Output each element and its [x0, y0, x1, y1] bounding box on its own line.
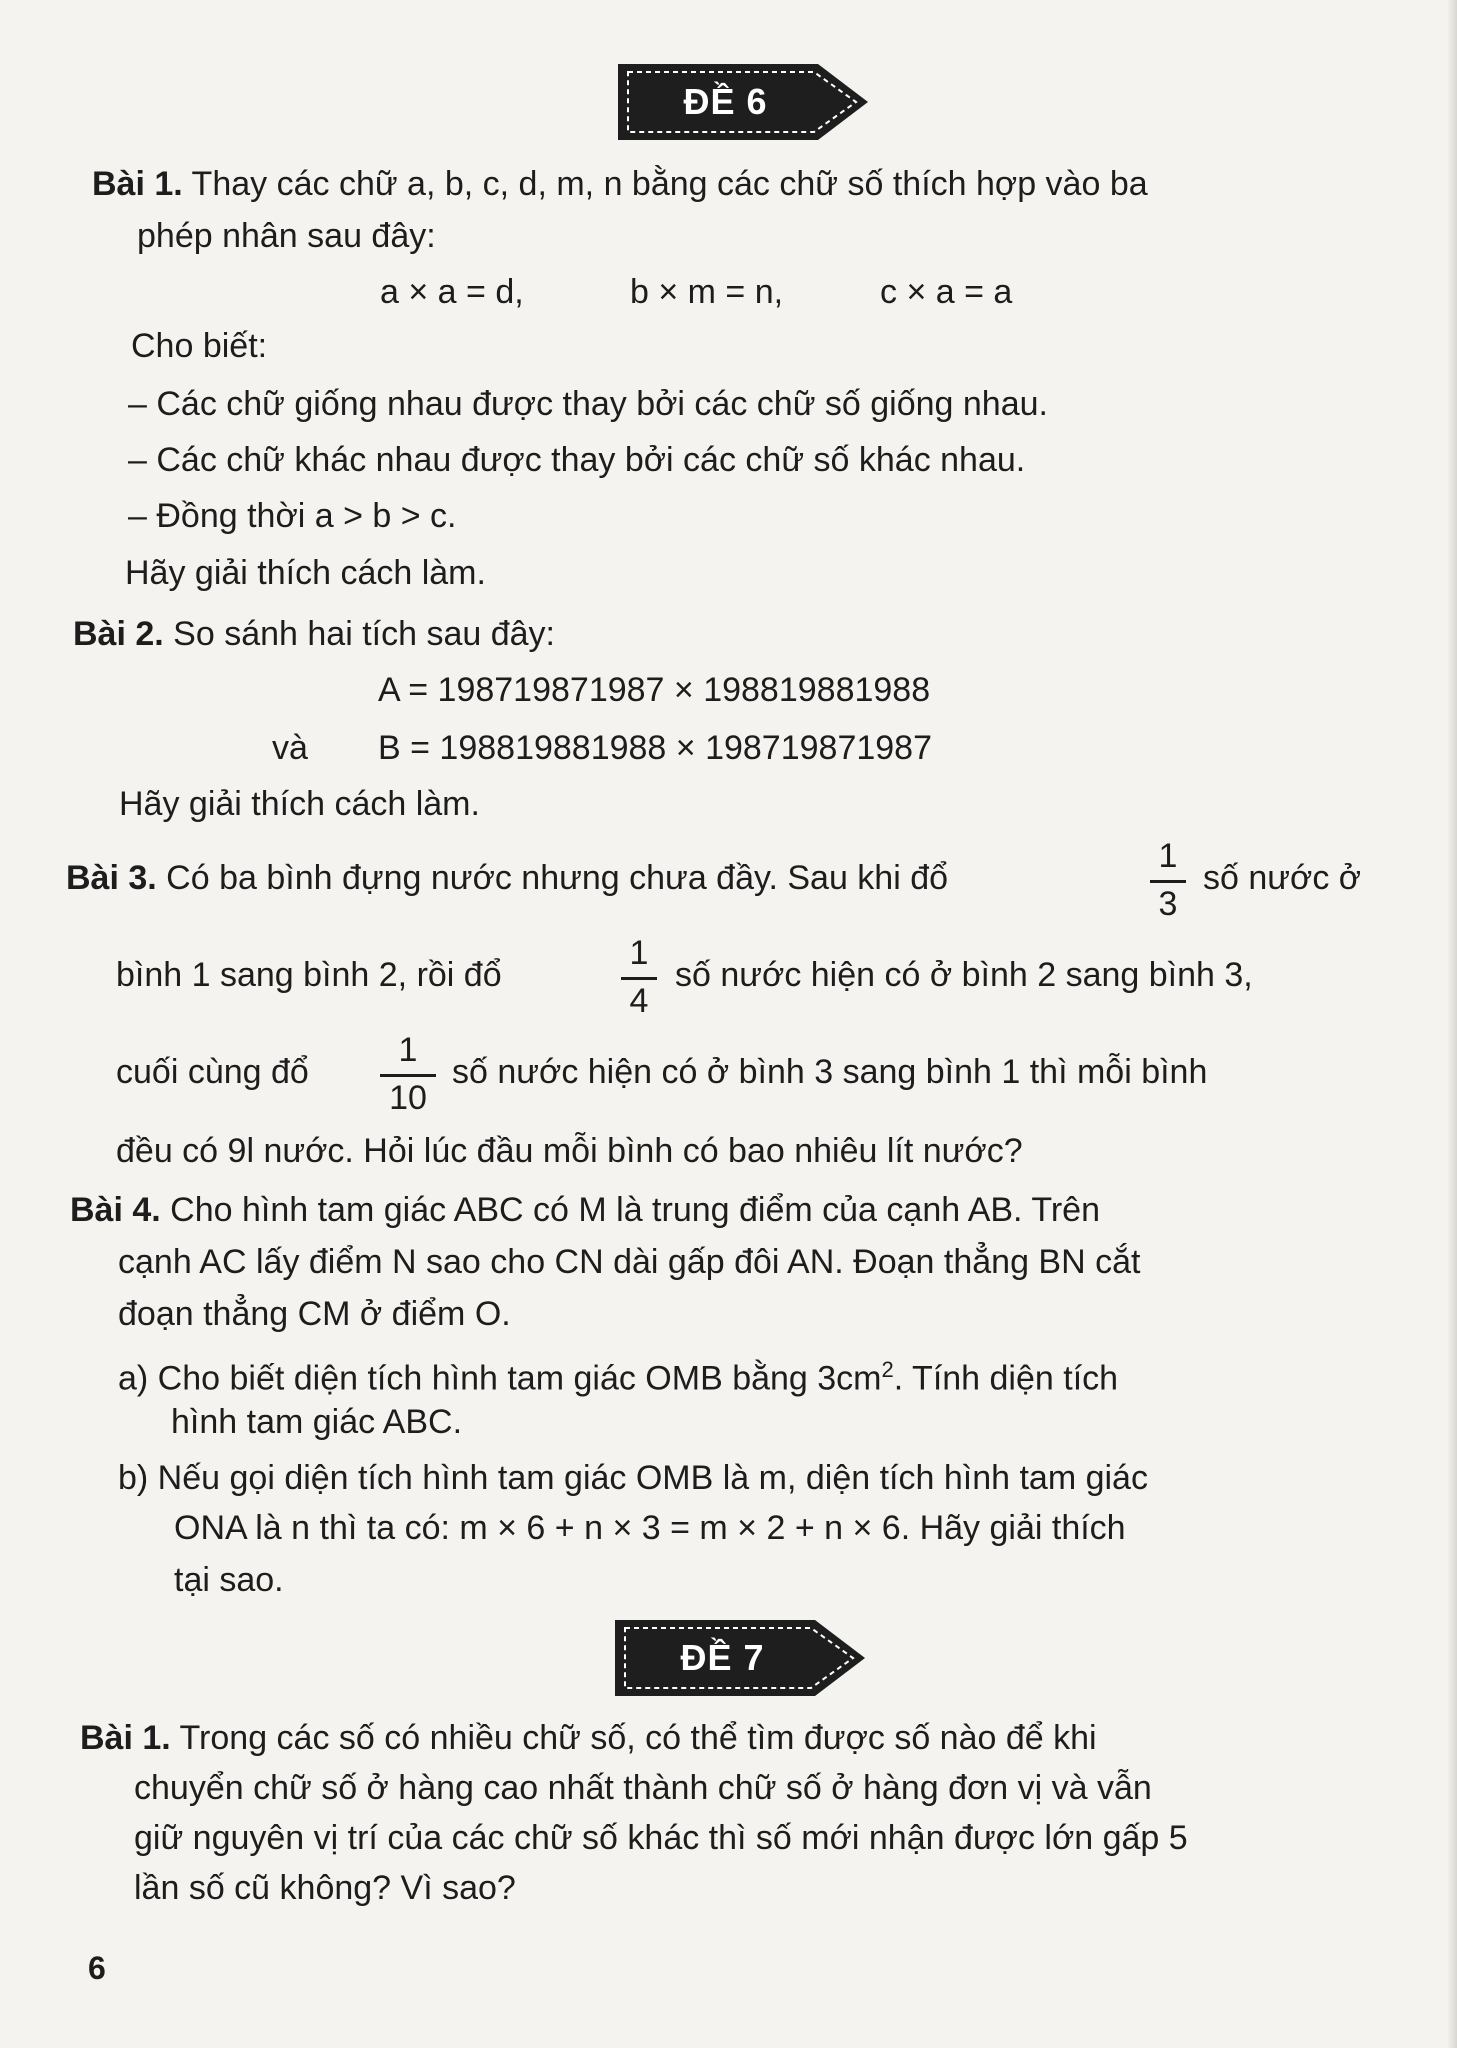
numerator: 1 — [398, 1031, 418, 1069]
equation: b × m = n, — [630, 273, 784, 311]
de6-title: ĐỀ 6 — [683, 81, 768, 122]
list-item: – Các chữ khác nhau được thay bởi các chữ số khác nhau. — [128, 441, 1026, 479]
de6-bai3-line1: Bài 3. Có ba bình đựng nước nhưng chưa đầy. Sau khi đổ — [66, 859, 949, 897]
numerator: 1 — [1158, 837, 1178, 875]
de7-bai1-line2: chuyển chữ số ở hàng cao nhất thành chữ số ở hàng đơn vị và vẫn — [134, 1769, 1152, 1807]
bai-label: Bài 3. — [66, 859, 157, 897]
list-item: – Đồng thời a > b > c. — [128, 497, 457, 535]
de7-bai1-line3: giữ nguyên vị trí của các chữ số khác thì số mới nhận được lớn gấp 5 — [134, 1819, 1188, 1857]
numerator: 1 — [629, 934, 649, 972]
de6-bai3-line1-end: số nước ở — [1203, 859, 1362, 897]
de6-bai4-b-line1: b) Nếu gọi diện tích hình tam giác OMB là m, diện tích hình tam giác — [118, 1459, 1148, 1497]
conjunction: và — [272, 729, 308, 767]
instruction: Hãy giải thích cách làm. — [125, 554, 486, 592]
equation: c × a = a — [880, 273, 1013, 311]
given-label: Cho biết: — [131, 327, 268, 365]
de6-bai1-line2: phép nhân sau đây: — [137, 217, 436, 255]
bai-label: Bài 1. — [80, 1719, 171, 1757]
page-number: 6 — [88, 1950, 106, 1986]
de6-bai4-a-line2: hình tam giác ABC. — [171, 1403, 463, 1441]
de6-bai1-line1: Bài 1. Thay các chữ a, b, c, d, m, n bằng các chữ số thích hợp vào ba — [92, 165, 1148, 203]
fraction — [380, 1030, 436, 1118]
de7-banner — [615, 1620, 865, 1696]
de7-title: ĐỀ 7 — [680, 1637, 765, 1678]
de6-bai3-line3b: số nước hiện có ở bình 3 sang bình 1 thì mỗi bình — [452, 1053, 1208, 1091]
de6-bai4-line2: cạnh AC lấy điểm N sao cho CN dài gấp đôi AN. Đoạn thẳng BN cắt — [118, 1243, 1141, 1281]
denominator: 3 — [1158, 885, 1178, 923]
bai-label: Bài 1. — [92, 165, 183, 203]
fraction — [1150, 836, 1186, 924]
de6-bai4-b-line3: tại sao. — [174, 1561, 284, 1599]
de6-bai3-line2b: số nước hiện có ở bình 2 sang bình 3, — [675, 956, 1253, 994]
list-item: – Các chữ giống nhau được thay bởi các chữ số giống nhau. — [128, 385, 1048, 423]
fraction — [621, 933, 657, 1021]
de7-bai1-line1: Bài 1. Trong các số có nhiều chữ số, có thể tìm được số nào để khi — [80, 1719, 1097, 1757]
de6-bai4-a-line1: a) Cho biết diện tích hình tam giác OMB bằng $3cm^2$. Tính diện tích — [118, 1357, 1119, 1398]
equation: a × a = d, — [380, 273, 524, 311]
de6-bai2-line1: Bài 2. So sánh hai tích sau đây: — [73, 615, 555, 653]
de6-bai3-line3a: cuối cùng đổ — [116, 1053, 309, 1091]
product-b: B = 198819881988 × 198719871987 — [378, 729, 932, 767]
de6-bai4-line1: Bài 4. Cho hình tam giác ABC có M là trung điểm của cạnh AB. Trên — [70, 1191, 1100, 1229]
bai-label: Bài 2. — [73, 615, 164, 653]
product-a: A = 198719871987 × 198819881988 — [378, 671, 931, 709]
de6-bai3-line4: đều có 9l nước. Hỏi lúc đầu mỗi bình có bao nhiêu lít nước? — [116, 1132, 1023, 1170]
page-edge — [1447, 0, 1457, 2048]
de6-bai4-b-line2: ONA là n thì ta có: m × 6 + n × 3 = m × 2 + n × 6. Hãy giải thích — [174, 1509, 1126, 1547]
de6-bai3-line2a: bình 1 sang bình 2, rồi đổ — [116, 956, 502, 994]
de7-bai1-line4: lần số cũ không? Vì sao? — [134, 1869, 516, 1907]
instruction: Hãy giải thích cách làm. — [119, 785, 480, 823]
denominator: 10 — [389, 1079, 427, 1117]
de6-bai4-line3: đoạn thẳng CM ở điểm O. — [118, 1295, 511, 1333]
denominator: 4 — [629, 982, 649, 1020]
de6-banner — [618, 64, 868, 140]
bai-label: Bài 4. — [70, 1191, 161, 1229]
superscript: 2 — [881, 1357, 894, 1382]
